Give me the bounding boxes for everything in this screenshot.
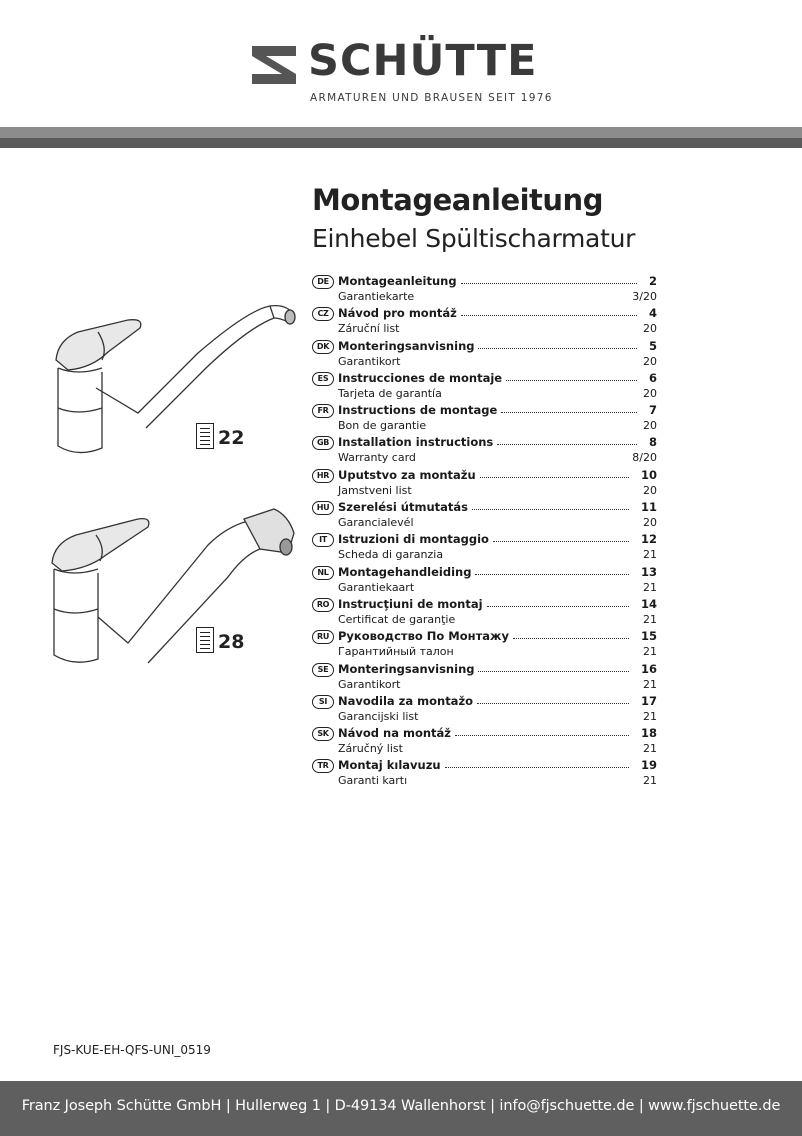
brand-mark-icon bbox=[252, 46, 296, 84]
toc-dot-leader bbox=[513, 638, 629, 639]
toc-entry-page: 10 bbox=[640, 467, 657, 482]
header-band-dark bbox=[0, 138, 802, 148]
toc-entry-title: Instrucţiuni de montaj bbox=[338, 596, 483, 611]
toc-entry-warranty: Warranty card bbox=[338, 451, 416, 465]
faucet-pullout-illustration bbox=[48, 505, 300, 675]
toc-entry-warranty-page: 21 bbox=[643, 612, 657, 626]
toc-entry-page: 7 bbox=[648, 403, 657, 418]
language-code-badge: CZ bbox=[312, 307, 334, 321]
language-code-badge: NL bbox=[312, 566, 334, 580]
toc-entry bbox=[312, 694, 660, 726]
toc-dot-leader bbox=[478, 348, 637, 349]
toc-entry-title: Monteringsanvisning bbox=[338, 338, 475, 353]
toc-entry bbox=[312, 565, 660, 597]
toc-entry-warranty: Tarjeta de garantía bbox=[338, 386, 442, 400]
manual-book-icon bbox=[196, 627, 214, 653]
faucet-standard-illustration bbox=[48, 288, 300, 460]
toc-entry-warranty-page: 21 bbox=[643, 580, 657, 594]
toc-entry-page: 16 bbox=[640, 661, 657, 676]
toc-dot-leader bbox=[461, 315, 637, 316]
toc-entry-warranty-page: 21 bbox=[643, 709, 657, 723]
toc-entry bbox=[312, 662, 660, 694]
toc-entry-title: Installation instructions bbox=[338, 435, 494, 450]
toc-entry-title: Navodila za montažo bbox=[338, 693, 474, 708]
toc-entry bbox=[312, 403, 660, 435]
toc-entry-title: Руководство По Монтажу bbox=[338, 629, 509, 644]
header-band bbox=[0, 127, 802, 148]
toc-entry-title: Monteringsanvisning bbox=[338, 661, 475, 676]
brand-tagline: ARMATUREN UND BRAUSEN SEIT 1976 bbox=[310, 92, 553, 104]
toc-entry bbox=[312, 597, 660, 629]
toc-entry-warranty-page: 21 bbox=[643, 742, 657, 756]
toc-entry-warranty: Garantikort bbox=[338, 677, 401, 691]
toc-entry-warranty: Garancijski list bbox=[338, 709, 419, 723]
toc-entry-title: Instructions de montage bbox=[338, 403, 498, 418]
toc-entry bbox=[312, 371, 660, 403]
manual-page-number: 28 bbox=[218, 631, 245, 653]
toc-entry-warranty: Garantiekarte bbox=[338, 290, 415, 303]
toc-entry-page: 5 bbox=[648, 338, 657, 353]
toc-entry-page: 2 bbox=[648, 274, 657, 288]
manual-book-icon bbox=[196, 423, 214, 449]
toc-entry-page: 19 bbox=[640, 758, 657, 773]
toc-dot-leader bbox=[497, 444, 637, 445]
toc-entry bbox=[312, 726, 660, 758]
toc-dot-leader bbox=[493, 541, 629, 542]
page-subtitle: Einhebel Spültischarmatur bbox=[312, 224, 636, 253]
toc-entry bbox=[312, 435, 660, 467]
toc-entry-warranty-page: 20 bbox=[643, 322, 657, 336]
toc-entry-title: Návod pro montáž bbox=[338, 306, 457, 321]
toc-entry-warranty-page: 3/20 bbox=[632, 290, 657, 303]
toc-dot-leader bbox=[475, 574, 629, 575]
toc-entry-title: Uputstvo za montažu bbox=[338, 467, 476, 482]
language-code-badge: SK bbox=[312, 727, 334, 741]
toc-entry-title: Montaj kılavuzu bbox=[338, 758, 441, 773]
toc-entry-warranty: Garanti kartı bbox=[338, 774, 408, 788]
toc-entry-warranty: Záručný list bbox=[338, 742, 403, 756]
toc-entry bbox=[312, 274, 660, 306]
toc-entry-page: 17 bbox=[640, 693, 657, 708]
toc-entry-warranty-page: 21 bbox=[643, 774, 657, 788]
toc-entry-title: Návod na montáž bbox=[338, 726, 451, 741]
toc-entry-warranty: Garantikort bbox=[338, 354, 401, 368]
toc-entry-warranty: Garancialevél bbox=[338, 516, 414, 530]
toc-entry-title: Montageanleitung bbox=[338, 274, 457, 288]
toc-entry-warranty-page: 20 bbox=[643, 516, 657, 530]
toc-dot-leader bbox=[445, 767, 629, 768]
language-code-badge: GB bbox=[312, 436, 334, 450]
language-code-badge: FR bbox=[312, 404, 334, 418]
toc-entry-title: Szerelési útmutatás bbox=[338, 500, 468, 515]
toc-entry-warranty: Scheda di garanzia bbox=[338, 548, 444, 562]
toc-entry-title: Istruzioni di montaggio bbox=[338, 532, 489, 547]
footer bbox=[0, 1081, 802, 1136]
language-code-badge: RO bbox=[312, 598, 334, 612]
brand-logo bbox=[252, 38, 552, 110]
toc-entry-page: 13 bbox=[640, 564, 657, 579]
toc-entry bbox=[312, 532, 660, 564]
language-code-badge: RU bbox=[312, 630, 334, 644]
toc-entry-warranty: Гарантийный талон bbox=[338, 645, 454, 659]
toc-entry-warranty: Bon de garantie bbox=[338, 419, 427, 433]
language-code-badge: SI bbox=[312, 695, 334, 709]
table-of-contents bbox=[312, 274, 660, 791]
language-code-badge: DE bbox=[312, 275, 334, 289]
language-code-badge: DK bbox=[312, 340, 334, 354]
language-code-badge: HR bbox=[312, 469, 334, 483]
toc-dot-leader bbox=[478, 671, 629, 672]
toc-dot-leader bbox=[461, 283, 637, 284]
language-code-badge: SE bbox=[312, 663, 334, 677]
toc-entry-warranty: Garantiekaart bbox=[338, 580, 415, 594]
toc-dot-leader bbox=[501, 412, 637, 413]
toc-dot-leader bbox=[480, 477, 629, 478]
toc-entry bbox=[312, 306, 660, 338]
toc-entry-warranty: Jamstveni list bbox=[338, 483, 412, 497]
toc-entry-page: 12 bbox=[640, 532, 657, 547]
toc-entry-warranty-page: 20 bbox=[643, 483, 657, 497]
toc-dot-leader bbox=[506, 380, 637, 381]
document-code: FJS-KUE-EH-QFS-UNI_0519 bbox=[53, 1043, 211, 1057]
toc-entry-warranty-page: 20 bbox=[643, 419, 657, 433]
page-title: Montageanleitung bbox=[312, 183, 603, 217]
toc-dot-leader bbox=[487, 606, 629, 607]
toc-entry bbox=[312, 339, 660, 371]
toc-entry-page: 11 bbox=[640, 500, 657, 515]
language-code-badge: IT bbox=[312, 533, 334, 547]
toc-entry-page: 14 bbox=[640, 596, 657, 611]
toc-entry bbox=[312, 758, 660, 790]
toc-entry-warranty: Záruční list bbox=[338, 322, 400, 336]
toc-dot-leader bbox=[477, 703, 629, 704]
toc-entry-title: Instrucciones de montaje bbox=[338, 370, 503, 385]
toc-entry bbox=[312, 468, 660, 500]
toc-entry-title: Montagehandleiding bbox=[338, 564, 472, 579]
toc-entry-warranty-page: 21 bbox=[643, 645, 657, 659]
toc-entry-page: 8 bbox=[648, 435, 657, 450]
toc-dot-leader bbox=[472, 509, 629, 510]
toc-entry-warranty-page: 21 bbox=[643, 677, 657, 691]
toc-entry-page: 18 bbox=[640, 726, 657, 741]
toc-entry bbox=[312, 629, 660, 661]
toc-entry-warranty-page: 21 bbox=[643, 548, 657, 562]
language-code-badge: ES bbox=[312, 372, 334, 386]
language-code-badge: TR bbox=[312, 759, 334, 773]
footer-contact: Franz Joseph Schütte GmbH | Hullerweg 1 | D-49134 Wallenhorst | info@fjschuette.de | www.fjschuette.de bbox=[21, 1098, 781, 1114]
toc-entry-warranty-page: 20 bbox=[643, 386, 657, 400]
toc-entry-page: 4 bbox=[648, 306, 657, 321]
toc-entry-page: 6 bbox=[648, 370, 657, 385]
toc-entry-page: 15 bbox=[640, 629, 657, 644]
toc-entry-warranty-page: 8/20 bbox=[632, 451, 657, 465]
toc-entry-warranty-page: 20 bbox=[643, 354, 657, 368]
toc-entry-warranty: Certificat de garanţie bbox=[338, 612, 456, 626]
toc-dot-leader bbox=[455, 735, 629, 736]
brand-name: SCHÜTTE bbox=[308, 36, 538, 86]
manual-page-number: 22 bbox=[218, 427, 245, 449]
language-code-badge: HU bbox=[312, 501, 334, 515]
toc-entry bbox=[312, 500, 660, 532]
